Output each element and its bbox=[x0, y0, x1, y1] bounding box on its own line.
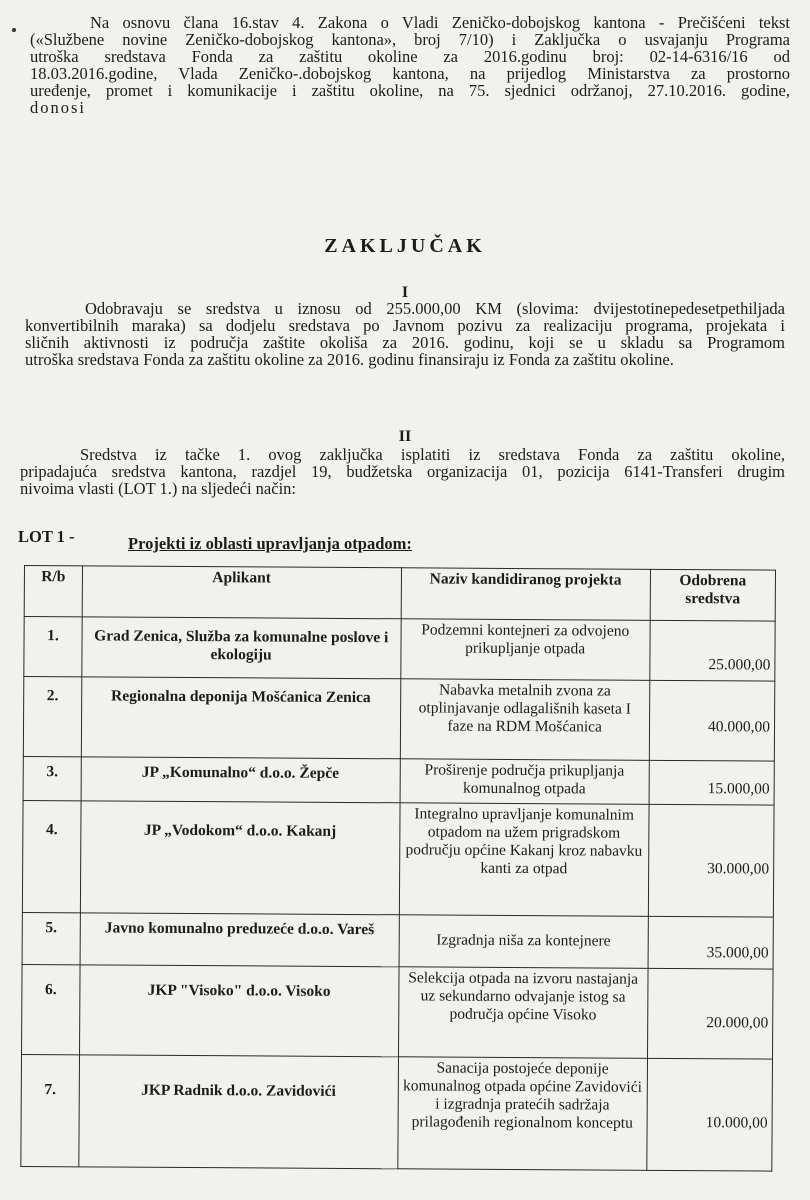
cell-aplikant: JKP Radnik d.o.o. Zavidovići bbox=[79, 1055, 398, 1169]
intro-line: utroška sredstava Fonda za zaštitu okoline za 2016.godinu broj: 02-14-6316/16 od bbox=[30, 47, 790, 66]
section-2-line: Sredstva iz tačke 1. ovog zaključka isplatiti iz sredstava Fonda za zaštitu okoline, bbox=[80, 445, 785, 464]
cell-aplikant: Javno komunalno preduzeće d.o.o. Vareš bbox=[80, 913, 399, 967]
intro-paragraph bbox=[30, 14, 790, 116]
cell-projekt: Izgradnja niša za kontejnere bbox=[399, 915, 649, 969]
intro-line: («Službene novine Zeničko-dobojskog kantona», broj 7/10) i Zaključka o usvajanju Programa bbox=[30, 30, 790, 49]
cell-aplikant: JP „Vodokom“ d.o.o. Kakanj bbox=[80, 801, 399, 915]
table-row bbox=[23, 756, 774, 805]
header-projekt: Naziv kandidiranog projekta bbox=[401, 568, 651, 621]
section-1-line: konvertibilnih maraka) sa dodjelu sredstava po Javnom pozivu za realizaciju programa, projekata i bbox=[25, 316, 785, 335]
cell-projekt: Nabavka metalnih zvona za otplinjavanje odlagališnih kaseta I faze na RDM Mošćanica bbox=[400, 679, 650, 761]
cell-projekt: Podzemni kontejneri za odvojeno prikupljanje otpada bbox=[400, 619, 650, 681]
cell-rb: 7. bbox=[21, 1054, 80, 1166]
table-row bbox=[23, 677, 774, 762]
lot-title: Projekti iz oblasti upravljanja otpadom: bbox=[128, 534, 412, 553]
section-1-line: Odobravaju se sredstva u iznosu od 255.000,00 KM (slovima: dvijestotinepedesetpethiljada bbox=[85, 299, 785, 318]
intro-line: 18.03.2016.godine, Vlada Zeničko-.dobojskog kantona, na prijedlog Ministarstva za prostorno bbox=[30, 64, 790, 83]
header-rb: R/b bbox=[24, 566, 82, 617]
cell-aplikant: JP „Komunalno“ d.o.o. Žepče bbox=[81, 757, 400, 803]
intro-line: donosi bbox=[30, 98, 87, 117]
table-row bbox=[21, 1054, 773, 1171]
cell-aplikant: JKP "Visoko" d.o.o. Visoko bbox=[79, 965, 398, 1057]
table-row bbox=[24, 617, 775, 682]
section-1-line: utroška sredstava Fonda za zaštitu okoline za 2016. godinu finansiraju iz Fonda za zaštitu okoline. bbox=[25, 350, 674, 369]
section-1-paragraph bbox=[25, 300, 785, 368]
cell-projekt: Proširenje područja prikupljanja komunalnog otpada bbox=[400, 759, 650, 805]
cell-aplikant: Grad Zenica, Služba za komunalne poslove i ekologiju bbox=[82, 617, 401, 679]
lot-label: LOT 1 - bbox=[18, 527, 75, 546]
header-iznos: Odobrena sredstva bbox=[650, 569, 775, 621]
cell-rb: 1. bbox=[24, 617, 82, 677]
projects-table bbox=[20, 565, 776, 1172]
section-2-paragraph bbox=[20, 446, 785, 497]
cell-rb: 6. bbox=[22, 964, 80, 1054]
cell-projekt: Sanacija postojeće deponije komunalnog otpada općine Zavidovići i izgradnja pratećih sadržaja prilagođenih regionalnom konceptu bbox=[397, 1057, 647, 1171]
cell-iznos: 15.000,00 bbox=[649, 760, 774, 805]
intro-line: uređenje, promet i komunikacije i zaštitu okoline, na 75. sjednici održanoj, 27.10.2016. godine, bbox=[30, 81, 790, 100]
section-1-line: sličnih aktivnosti iz područja zaštite okoliša za 2016. godinu, koji se u skladu sa Programom bbox=[25, 333, 785, 352]
cell-aplikant: Regionalna deponija Mošćanica Zenica bbox=[81, 677, 400, 759]
section-2-numeral: II bbox=[398, 428, 412, 445]
cell-rb: 4. bbox=[22, 800, 81, 912]
header-aplikant: Aplikant bbox=[82, 566, 401, 619]
section-1-numeral: I bbox=[401, 284, 409, 301]
table-row bbox=[22, 964, 774, 1059]
cell-iznos: 10.000,00 bbox=[647, 1058, 773, 1171]
bullet-mark bbox=[12, 28, 16, 32]
cell-rb: 2. bbox=[23, 677, 81, 757]
section-2-line: pripadajuća sredstva kantona, razdjel 19, budžetska organizacija 01, pozicija 6141-Transferi drugim bbox=[20, 462, 785, 481]
document-title: ZAKLJUČAK bbox=[324, 235, 486, 257]
cell-projekt: Integralno upravljanje komunalnim otpadom na užem prigradskom području općine Kakanj kroz nabavku kanti za otpad bbox=[399, 803, 649, 917]
cell-iznos: 30.000,00 bbox=[648, 804, 774, 917]
cell-rb: 3. bbox=[23, 756, 81, 800]
table-header-row bbox=[24, 566, 775, 622]
cell-iznos: 35.000,00 bbox=[648, 916, 774, 969]
table-row bbox=[22, 912, 773, 969]
cell-projekt: Selekcija otpada na izvoru nastajanja uz sekundarno odvajanje istog sa područja općine Visoko bbox=[398, 967, 648, 1059]
cell-rb: 5. bbox=[22, 912, 80, 964]
cell-iznos: 40.000,00 bbox=[649, 680, 775, 761]
table-row bbox=[22, 800, 774, 917]
section-2-line: nivoima vlasti (LOT 1.) na sljedeći način: bbox=[20, 479, 296, 498]
cell-iznos: 25.000,00 bbox=[650, 620, 776, 681]
cell-iznos: 20.000,00 bbox=[647, 968, 773, 1059]
intro-line: Na osnovu člana 16.stav 4. Zakona o Vladi Zeničko-dobojskog kantona - Prečišćeni tekst bbox=[90, 13, 790, 32]
